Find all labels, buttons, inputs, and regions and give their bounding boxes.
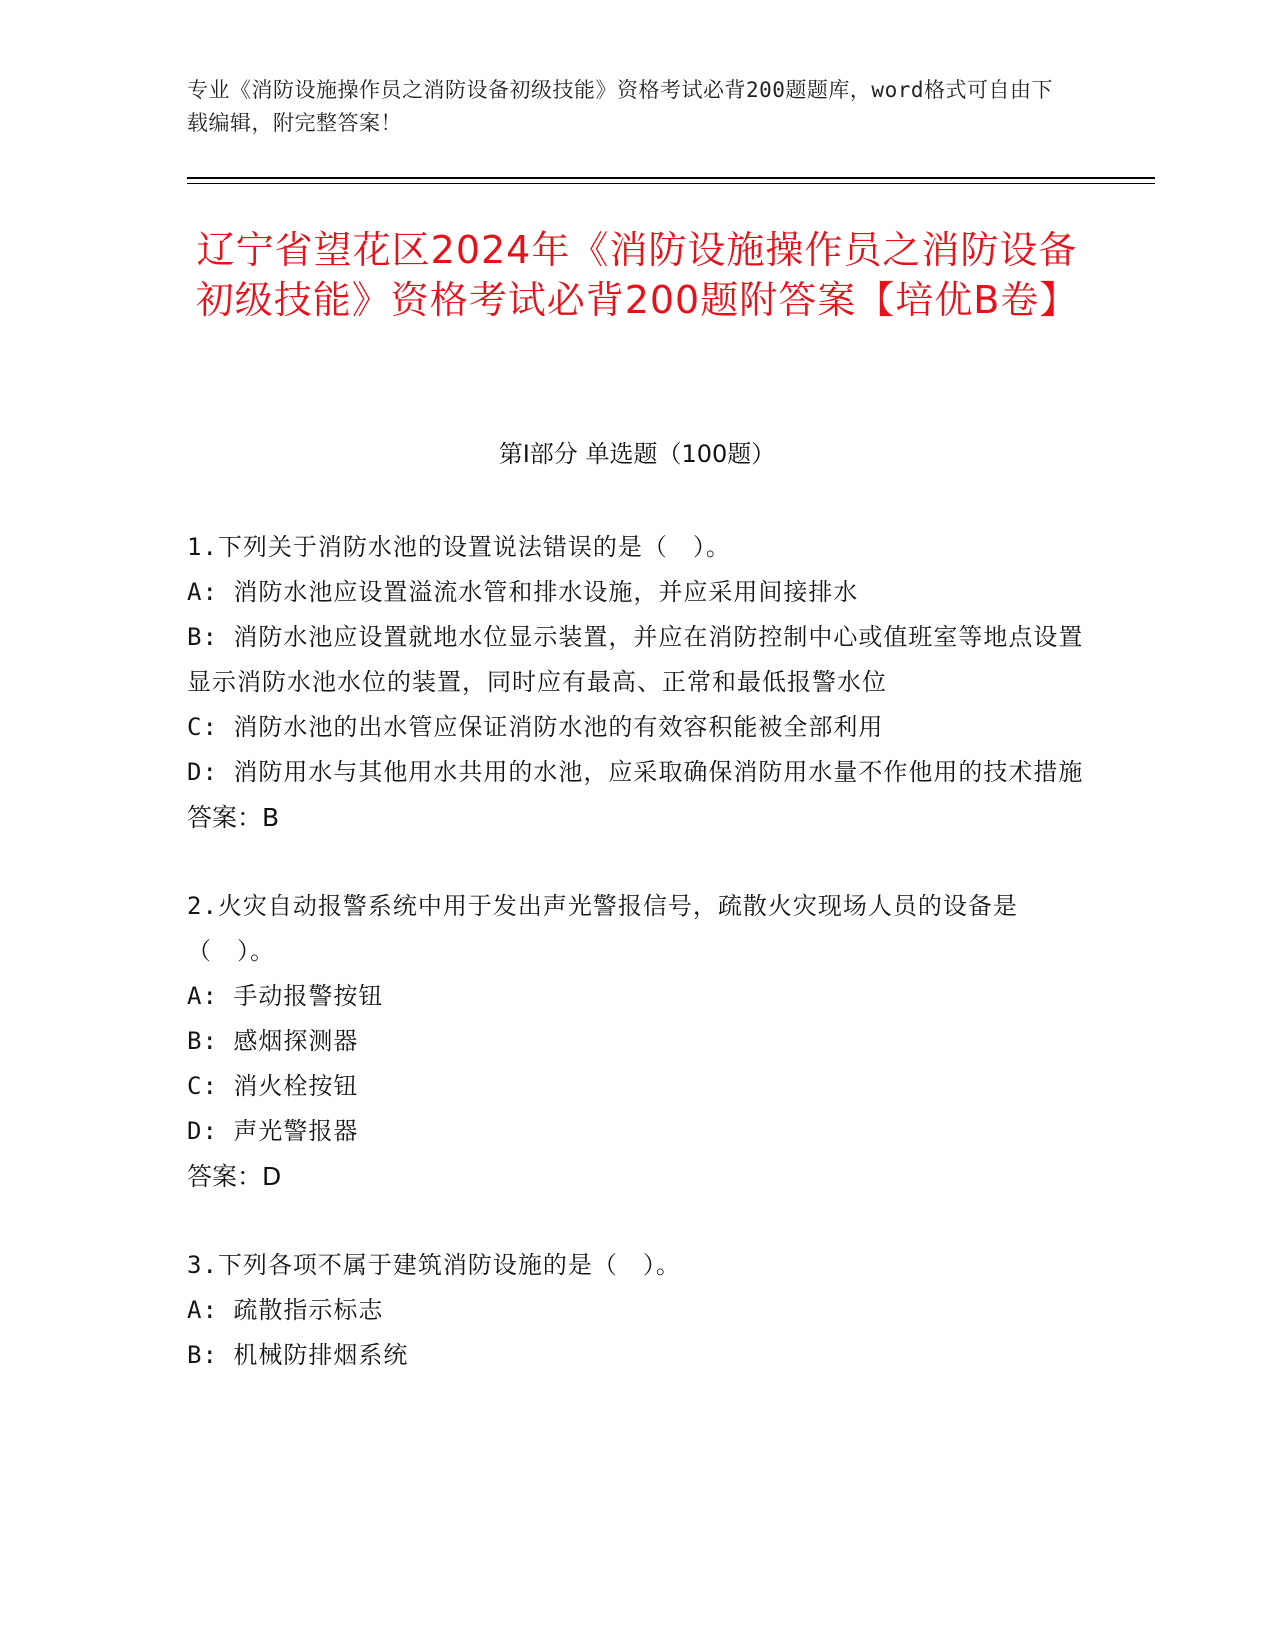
- option-c: C: 消防水池的出水管应保证消防水池的有效容积能被全部利用: [187, 713, 884, 741]
- option-b: B: 消防水池应设置就地水位显示装置，并应在消防控制中心或值班室等地点设置显示消防水池水位的装置，同时应有最高、正常和最低报警水位: [187, 623, 1084, 696]
- question-stem: 1.下列关于消防水池的设置说法错误的是（ ）。: [187, 533, 731, 561]
- answer: 答案：D: [187, 1162, 282, 1191]
- question-1: [187, 525, 1087, 840]
- option-a: A: 手动报警按钮: [187, 982, 384, 1010]
- header-note: 专业《消防设施操作员之消防设备初级技能》资格考试必背200题题库，word格式可自由下载编辑，附完整答案！: [187, 78, 1053, 135]
- option-d: D: 声光警报器: [187, 1117, 359, 1145]
- option-b: B: 机械防排烟系统: [187, 1341, 409, 1369]
- option-b: B: 感烟探测器: [187, 1027, 359, 1055]
- section-title: 第I部分 单选题（100题）: [498, 440, 776, 468]
- question-stem: 2.火灾自动报警系统中用于发出声光警报信号，疏散火灾现场人员的设备是（ ）。: [187, 892, 1018, 965]
- question-stem: 3.下列各项不属于建筑消防设施的是（ ）。: [187, 1251, 681, 1279]
- question-2: [187, 884, 1087, 1199]
- header-divider-thin: [187, 183, 1155, 184]
- question-3: [187, 1243, 1087, 1378]
- header-divider-thick: [187, 177, 1155, 179]
- option-a: A: 疏散指示标志: [187, 1296, 384, 1324]
- option-c: C: 消火栓按钮: [187, 1072, 359, 1100]
- option-a: A: 消防水池应设置溢流水管和排水设施，并应采用间接排水: [187, 578, 859, 606]
- document-title: 辽宁省望花区2024年《消防设施操作员之消防设备初级技能》资格考试必背200题附答案【培优B卷】: [195, 228, 1079, 322]
- option-d: D: 消防用水与其他用水共用的水池，应采取确保消防用水量不作他用的技术措施: [187, 758, 1084, 786]
- answer: 答案：B: [187, 803, 280, 832]
- question-list: [187, 525, 1087, 1422]
